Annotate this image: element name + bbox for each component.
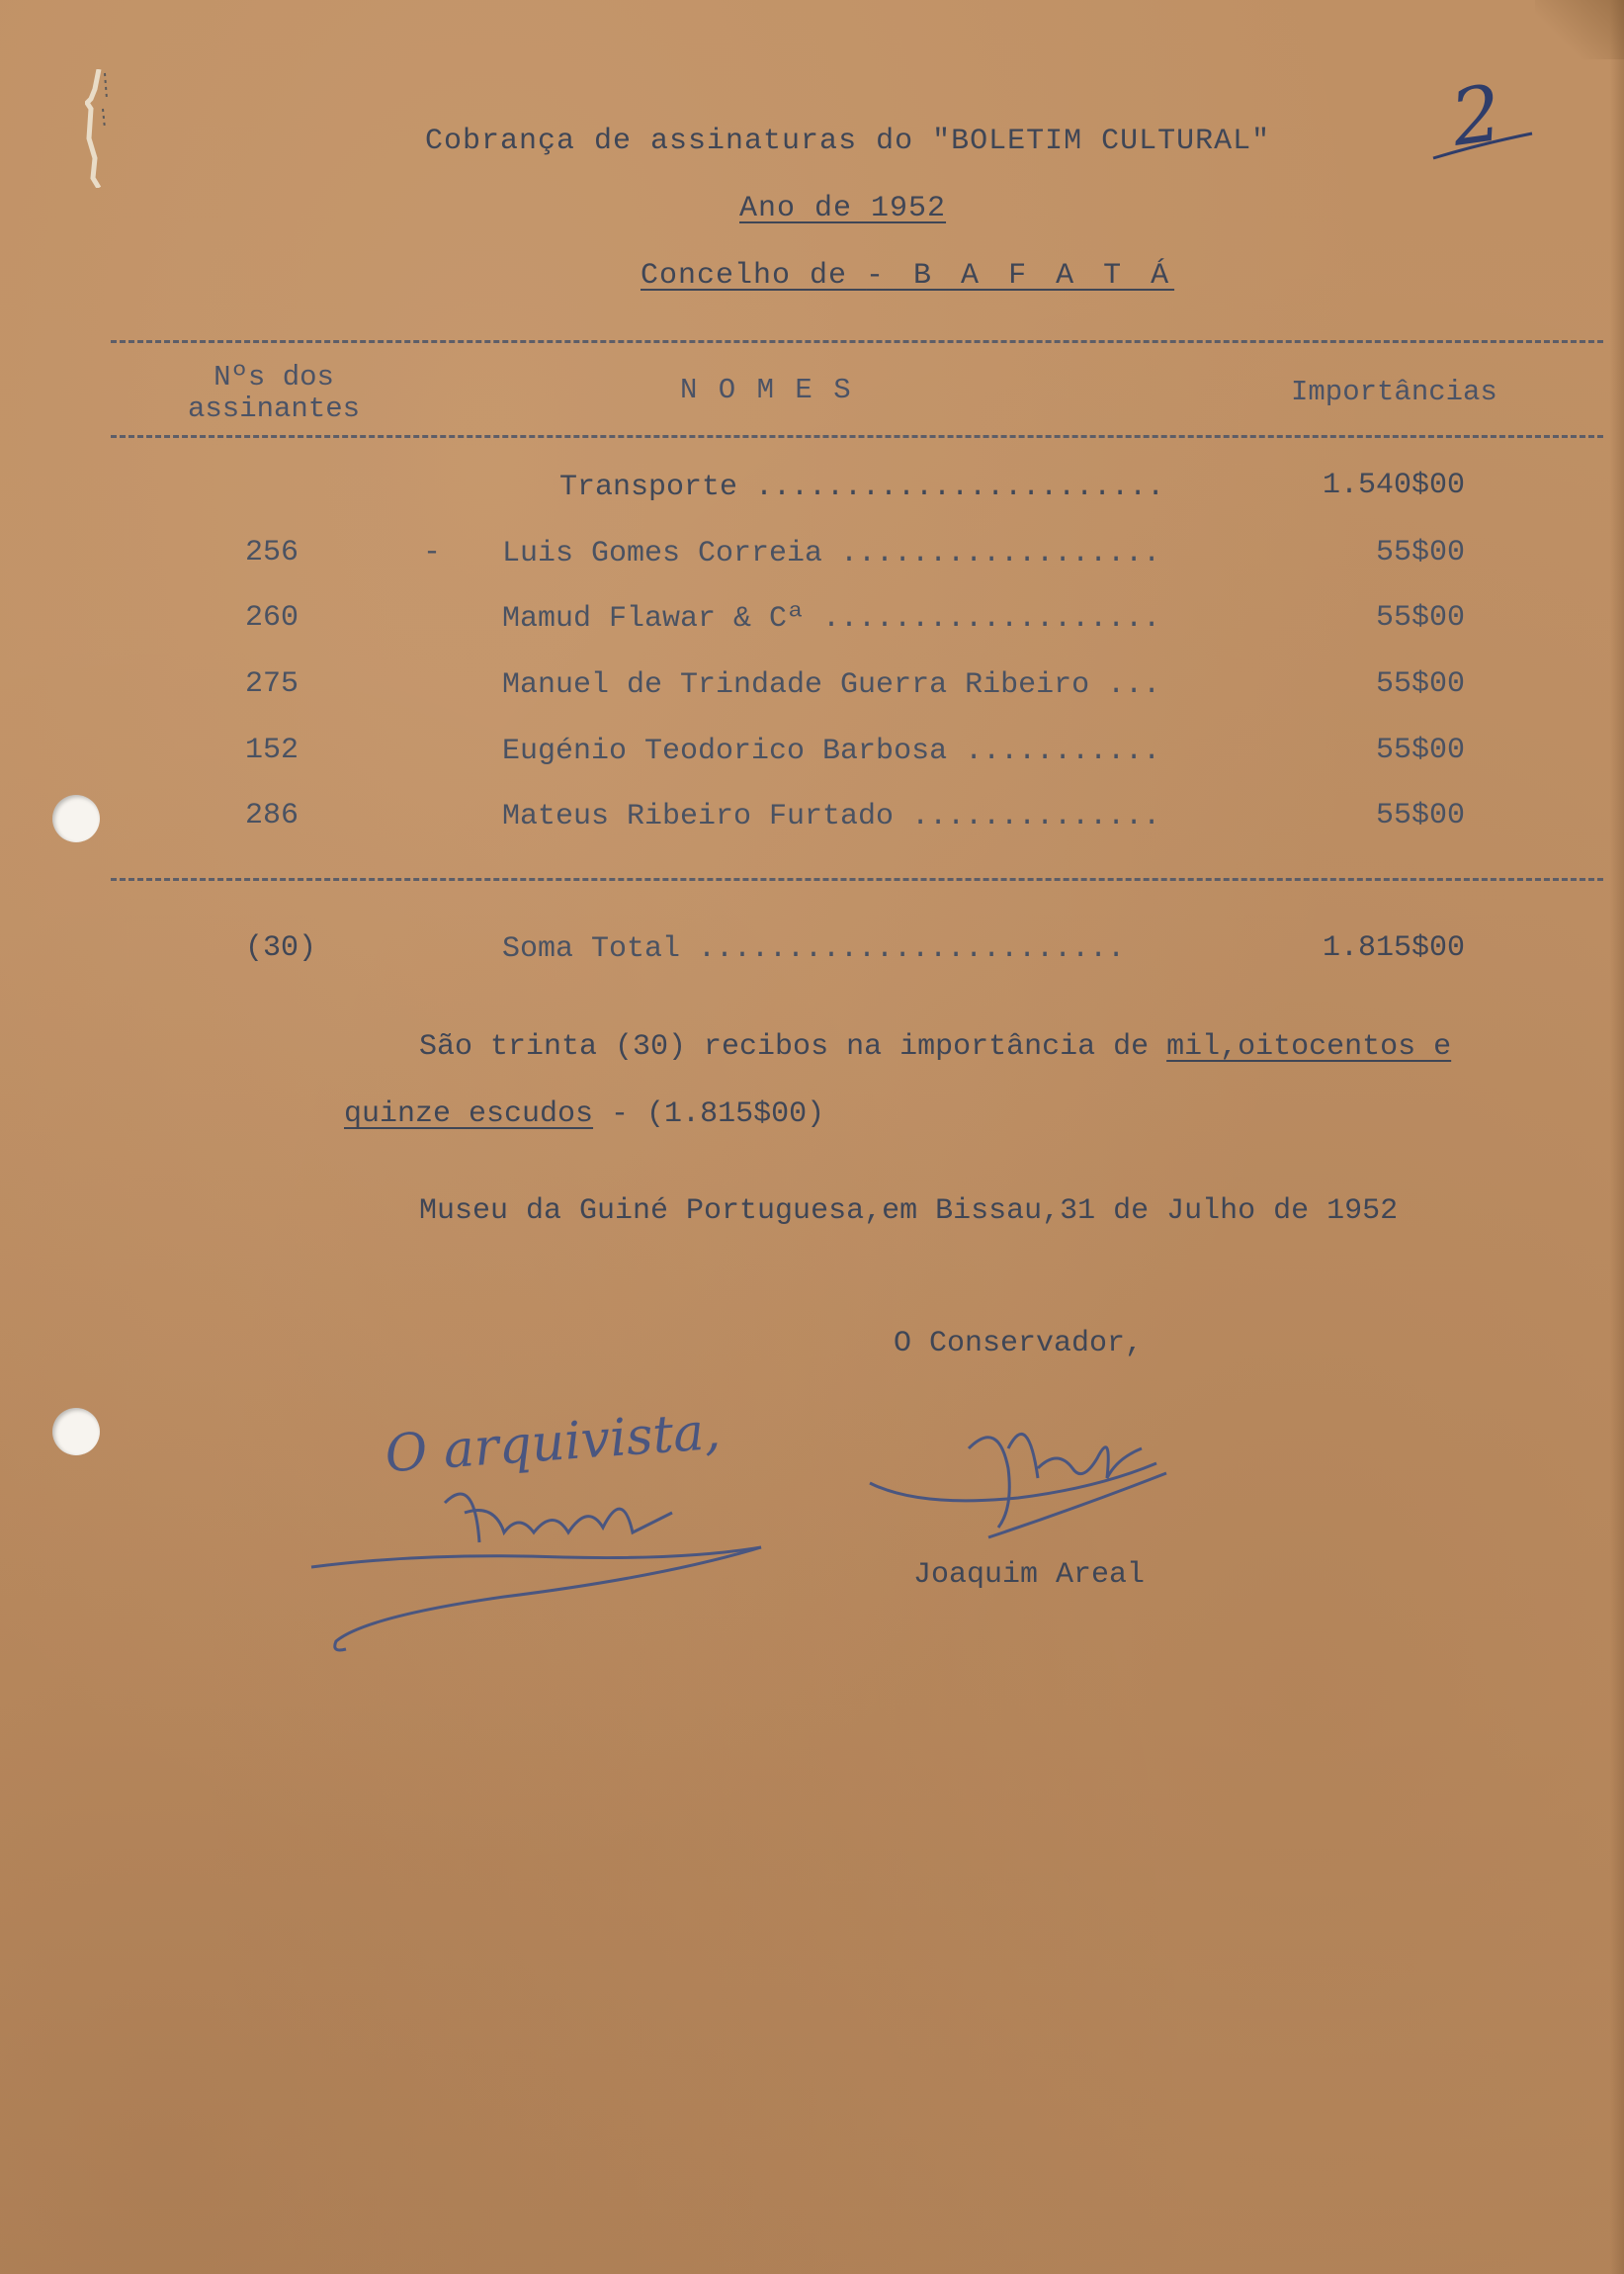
punch-hole-upper: [52, 795, 100, 842]
summary-amount-words: mil,oitocentos e: [1166, 1030, 1452, 1064]
row-amount: 55$00: [1375, 601, 1465, 635]
row-dash: -: [423, 536, 442, 569]
row-name: Luis Gomes Correia ..................: [502, 537, 1161, 570]
table-bottom-rule: [111, 878, 1603, 881]
summary-prefix: São trinta (30) recibos na importância de: [419, 1030, 1167, 1064]
svg-text:2: 2: [1445, 68, 1507, 164]
row-amount: 55$00: [1375, 799, 1465, 832]
row-name: Manuel de Trindade Guerra Ribeiro ...: [502, 668, 1161, 702]
table-top-rule: [111, 340, 1603, 343]
year-heading: Ano de 1952: [739, 192, 947, 225]
column-header-number-line1: Nºs dos: [214, 361, 334, 394]
row-amount: 55$00: [1375, 734, 1465, 767]
row-number: 256: [245, 536, 299, 569]
row-name: Eugénio Teodorico Barbosa ...........: [502, 735, 1161, 768]
column-header-number: [188, 362, 360, 425]
table-header-rule: [111, 435, 1603, 438]
row-amount: 55$00: [1375, 536, 1465, 569]
row-number: 260: [245, 601, 299, 635]
page-edge-shadow: [1610, 0, 1624, 2274]
row-name: Mateus Ribeiro Furtado ..............: [502, 800, 1161, 833]
conservador-signature: [860, 1389, 1186, 1547]
arquivista-signature: [306, 1394, 781, 1661]
summary-amount-words-cont: quinze escudos: [344, 1097, 594, 1131]
total-count: (30): [245, 931, 317, 965]
place-date: Museu da Guiné Portuguesa,em Bissau,31 de Julho de 1952: [419, 1194, 1399, 1228]
svg-text:O arquivista,: O arquivista,: [383, 1401, 723, 1485]
summary-line-1: [419, 1030, 1451, 1064]
concelho-name: - B A F A T Á: [866, 259, 1175, 293]
row-number: 275: [245, 667, 299, 701]
punch-hole-lower: [52, 1408, 100, 1455]
conservador-name: Joaquim Areal: [913, 1558, 1146, 1592]
concelho-label: Concelho de: [641, 259, 867, 293]
tear-mark-graphic: [85, 69, 111, 188]
document-title: Cobrança de assinaturas do "BOLETIM CULTURAL": [425, 125, 1271, 158]
total-label: Soma Total ........................: [502, 932, 1126, 966]
transport-amount: 1.540$00: [1322, 469, 1465, 502]
transport-label: Transporte .......................: [559, 471, 1165, 504]
summary-line-2: [344, 1097, 824, 1131]
total-amount: 1.815$00: [1322, 931, 1465, 965]
column-header-number-line2: assinantes: [188, 393, 361, 425]
row-number: 152: [245, 734, 299, 767]
row-number: 286: [245, 799, 299, 832]
concelho-heading: [641, 259, 1174, 293]
column-header-amounts: Importâncias: [1291, 376, 1497, 408]
row-amount: 55$00: [1375, 667, 1465, 701]
row-name: Mamud Flawar & Cª ...................: [502, 602, 1161, 636]
summary-suffix: - (1.815$00): [593, 1097, 825, 1131]
conservador-title: O Conservador,: [894, 1327, 1144, 1360]
column-header-names: N O M E S: [680, 374, 853, 406]
page-number-handwritten: [1423, 64, 1552, 173]
